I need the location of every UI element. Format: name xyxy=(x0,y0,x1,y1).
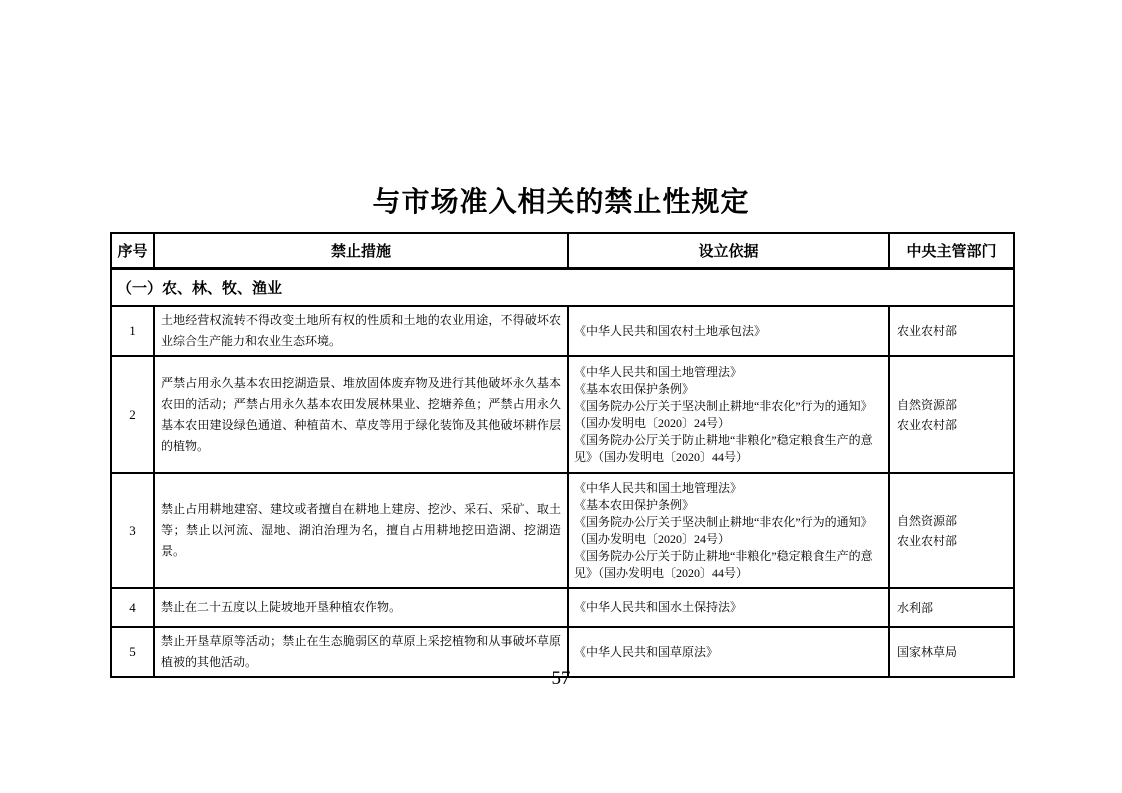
department-line: 农业农村部 xyxy=(897,417,958,432)
cell-seq-number: 5 xyxy=(111,627,154,677)
legal-basis-line: 《国务院办公厅关于坚决制止耕地“非农化”行为的通知》（国办发明电〔2020〕24号） xyxy=(574,398,873,430)
cell-central-department xyxy=(889,588,1014,627)
cell-seq-number: 4 xyxy=(111,588,154,627)
table-row xyxy=(111,588,1014,627)
legal-basis-line: 《基本农田保护条例》 xyxy=(574,381,695,396)
legal-basis-line: 《中华人民共和国农村土地承包法》 xyxy=(574,323,767,338)
department-line: 水利部 xyxy=(897,600,934,615)
cell-seq-number: 3 xyxy=(111,473,154,588)
cell-prohibited-measure: 禁止开垦草原等活动；禁止在生态脆弱区的草原上采挖植物和从事破坏草原植被的其他活动。 xyxy=(154,627,568,677)
legal-basis-line: 《国务院办公厅关于防止耕地“非粮化”稳定粮食生产的意见》（国办发明电〔2020〕44号） xyxy=(574,548,873,580)
page-number: 57 xyxy=(551,668,571,689)
legal-basis-line: 《国务院办公厅关于防止耕地“非粮化”稳定粮食生产的意见》（国办发明电〔2020〕44号） xyxy=(574,432,873,464)
table-header-row xyxy=(111,233,1014,268)
cell-prohibited-measure: 禁止在二十五度以上陡坡地开垦种植农作物。 xyxy=(154,588,568,627)
cell-central-department xyxy=(889,473,1014,588)
section-header-label: （一）农、林、牧、渔业 xyxy=(111,268,1014,306)
column-header-measure: 禁止措施 xyxy=(154,233,568,268)
cell-prohibited-measure: 严禁占用永久基本农田挖湖造景、堆放固体废弃物及进行其他破坏永久基本农田的活动；严禁占用永久基本农田发展林果业、挖塘养鱼；严禁占用永久基本农田建设绿色通道、种植苗木、草皮等用于绿化装饰及其他破坏耕作层的植物。 xyxy=(154,356,568,473)
legal-basis-line: 《中华人民共和国水土保持法》 xyxy=(574,600,743,614)
department-line: 自然资源部 xyxy=(897,397,958,412)
page-title: 与市场准入相关的禁止性规定 xyxy=(372,186,750,217)
cell-central-department xyxy=(889,306,1014,356)
cell-legal-basis xyxy=(568,588,889,627)
legal-basis-line: 《中华人民共和国土地管理法》 xyxy=(574,480,743,495)
table-row xyxy=(111,473,1014,588)
department-line: 农业农村部 xyxy=(897,533,958,548)
cell-prohibited-measure: 土地经营权流转不得改变土地所有权的性质和土地的农业用途，不得破坏农业综合生产能力和农业生态环境。 xyxy=(154,306,568,356)
legal-basis-line: 《国务院办公厅关于坚决制止耕地“非农化”行为的通知》（国办发明电〔2020〕24号） xyxy=(574,514,873,546)
column-header-department: 中央主管部门 xyxy=(889,233,1014,268)
table-row xyxy=(111,306,1014,356)
section-header-row xyxy=(111,268,1014,306)
department-line: 农业农村部 xyxy=(897,324,958,338)
cell-central-department xyxy=(889,356,1014,473)
cell-seq-number: 1 xyxy=(111,306,154,356)
column-header-seq: 序号 xyxy=(111,233,154,268)
cell-legal-basis xyxy=(568,306,889,356)
cell-legal-basis xyxy=(568,356,889,473)
cell-legal-basis xyxy=(568,473,889,588)
cell-seq-number: 2 xyxy=(111,356,154,473)
department-line: 自然资源部 xyxy=(897,513,958,528)
column-header-basis: 设立依据 xyxy=(568,233,889,268)
legal-basis-line: 《中华人民共和国草原法》 xyxy=(574,644,719,659)
prohibition-rules-table xyxy=(110,232,1015,678)
legal-basis-line: 《中华人民共和国土地管理法》 xyxy=(574,364,743,379)
department-line: 国家林草局 xyxy=(897,645,958,659)
cell-prohibited-measure: 禁止占用耕地建窑、建坟或者擅自在耕地上建房、挖沙、采石、采矿、取土等；禁止以河流、湿地、湖泊治理为名，擅自占用耕地挖田造湖、挖湖造景。 xyxy=(154,473,568,588)
table-row xyxy=(111,356,1014,473)
legal-basis-line: 《基本农田保护条例》 xyxy=(574,497,695,512)
